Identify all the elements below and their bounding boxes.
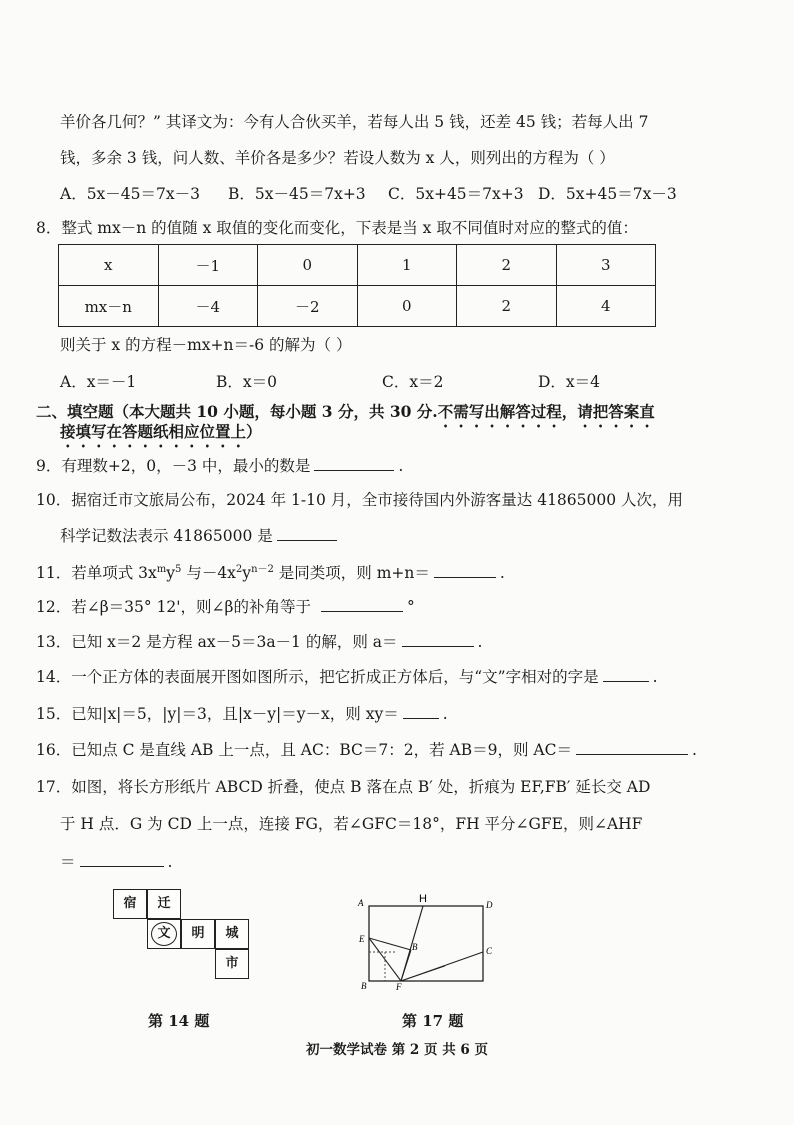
q14-text: 14．一个正方体的表面展开图如图所示，把它折成正方体后，与“文”字相对的字是 xyxy=(36,668,599,686)
rectangle-abcd xyxy=(369,906,483,981)
table-cell: 1 xyxy=(357,245,457,286)
q7-line1: 羊价各几何？” 其译文为：今有人合伙买羊，若每人出 5 钱，还差 45 钱；若每人出 7 xyxy=(60,113,649,131)
label-c: C xyxy=(486,946,493,956)
q13-end: . xyxy=(477,633,483,651)
q11-text-5: 是同类项，则 m+n＝ xyxy=(273,564,430,583)
table-cell: mx－n xyxy=(59,286,159,327)
answer-blank[interactable] xyxy=(402,632,474,647)
segment-extra xyxy=(401,966,445,981)
q12-text: 12．若∠β＝35° 12'，则∠β的补角等于 xyxy=(36,598,312,616)
segment-bf xyxy=(401,950,411,981)
q11-sup-4: n－2 xyxy=(251,564,274,575)
q9-end: . xyxy=(398,457,404,475)
answer-blank[interactable] xyxy=(80,852,164,867)
table-cell: 4 xyxy=(556,286,656,327)
q16 xyxy=(36,738,697,760)
q12-end: ° xyxy=(407,598,415,616)
label-f: F xyxy=(396,982,402,992)
q12 xyxy=(36,595,415,617)
q11-sup-2: 5 xyxy=(175,564,182,575)
label-a: A xyxy=(358,898,364,908)
table-row xyxy=(59,245,656,286)
q10-line1: 10．据宿迁市文旅局公布，2024 年 1-10 月，全市接待国内外游客量达 41865000 人次，用 xyxy=(36,491,684,509)
label-d: D xyxy=(486,900,493,910)
q7-option-b: B．5x－45＝7x+3 xyxy=(228,185,366,203)
figure-17-diagram xyxy=(355,890,505,995)
net-cell-circled: 文 xyxy=(151,922,177,946)
q15-end: . xyxy=(442,705,448,723)
net-cell: 迁 xyxy=(147,889,181,919)
table-row xyxy=(59,286,656,327)
q15-text: 15．已知|x|＝5，|y|＝3，且|x－y|＝y－x，则 xy＝ xyxy=(36,705,399,723)
answer-blank[interactable] xyxy=(603,667,649,682)
table-cell: －4 xyxy=(158,286,258,327)
answer-blank[interactable] xyxy=(576,740,688,755)
q11 xyxy=(36,560,505,583)
q15 xyxy=(36,702,448,724)
q7-option-a: A．5x－45＝7x－3 xyxy=(60,185,200,203)
q9 xyxy=(36,454,403,476)
net-cell: 城 xyxy=(215,919,249,949)
q17-line3-text: ＝ xyxy=(60,853,76,871)
q11-text-3: 与－4x xyxy=(181,564,236,583)
q11-sup-1: m xyxy=(156,564,167,575)
q11-text-2: y xyxy=(166,564,176,583)
q7-option-d: D．5x+45＝7x－3 xyxy=(538,185,677,203)
q10-line2: 科学记数法表示 41865000 是 xyxy=(60,527,273,545)
q14 xyxy=(36,665,658,687)
crease-ef xyxy=(369,938,401,981)
q8-option-a: A．x＝－1 xyxy=(60,373,137,391)
q10-line2-wrap xyxy=(60,524,341,546)
table-cell: －2 xyxy=(258,286,358,327)
q8-stem: 8．整式 mx－n 的值随 x 取值的变化而变化，下表是当 x 取不同值时对应的整式的值： xyxy=(36,219,638,237)
q16-text: 16．已知点 C 是直线 AB 上一点，且 AC：BC＝7：2，若 AB＝9，则 AC＝ xyxy=(36,741,572,759)
answer-blank[interactable] xyxy=(403,704,439,719)
q8-question: 则关于 x 的方程－mx+n＝-6 的解为（ ） xyxy=(60,336,352,354)
label-b-prime: B xyxy=(412,942,418,952)
net-cell: 市 xyxy=(215,949,249,979)
q14-end: . xyxy=(652,668,658,686)
answer-blank[interactable] xyxy=(277,526,337,541)
q11-end: . xyxy=(499,564,505,583)
q8-option-b: B．x＝0 xyxy=(216,373,277,391)
q11-text-4: y xyxy=(242,564,252,583)
label-b: B xyxy=(361,981,367,991)
figure-17-caption: 第 17 题 xyxy=(402,1012,464,1030)
label-h: H xyxy=(419,893,427,905)
q11-text-1: 11．若单项式 3x xyxy=(36,564,157,583)
q13-text: 13．已知 x＝2 是方程 ax－5＝3a－1 的解，则 a＝ xyxy=(36,633,398,651)
section2-heading-part-a: 二、填空题（本大题共 10 小题，每小题 3 分，共 30 分. xyxy=(36,402,438,421)
table-cell: －1 xyxy=(158,245,258,286)
answer-blank[interactable] xyxy=(314,456,394,471)
q13 xyxy=(36,630,482,652)
net-cell: 明 xyxy=(181,919,215,949)
q7-option-c: C．5x+45＝7x+3 xyxy=(388,185,524,203)
table-cell: 2 xyxy=(457,245,557,286)
q8-option-d: D．x＝4 xyxy=(538,373,601,391)
answer-blank[interactable] xyxy=(321,597,403,612)
net-cell xyxy=(147,919,181,949)
label-e: E xyxy=(359,934,365,944)
q7-line2: 钱，多余 3 钱，问人数、羊价各是多少？若设人数为 x 人，则列出的方程为（ ） xyxy=(60,149,615,167)
q11-sup-3: 2 xyxy=(235,564,243,575)
q9-text: 9．有理数+2，0，－3 中，最小的数是 xyxy=(36,457,311,475)
q17-line3 xyxy=(60,850,172,872)
figure-14-caption: 第 14 题 xyxy=(148,1012,210,1030)
table-cell: 0 xyxy=(357,286,457,327)
table-cell: x xyxy=(59,245,159,286)
section2-heading-part-b: 不需写出解答过程，请把答案直 xyxy=(437,402,655,421)
table-cell: 3 xyxy=(556,245,656,286)
q17-line1: 17．如图，将长方形纸片 ABCD 折叠，使点 B 落在点 B′ 处，折痕为 EF,FB′ 延长交 AD xyxy=(36,778,651,796)
net-cell: 宿 xyxy=(113,889,147,919)
segment-eb xyxy=(369,938,411,950)
page-footer: 初一数学试卷 第 2 页 共 6 页 xyxy=(306,1042,488,1058)
table-cell: 0 xyxy=(258,245,358,286)
answer-blank[interactable] xyxy=(434,563,496,578)
q17-end: . xyxy=(167,853,173,871)
q8-option-c: C．x＝2 xyxy=(382,373,444,391)
q8-value-table xyxy=(58,244,656,327)
q16-end: . xyxy=(691,741,697,759)
section2-heading-part-c: 接填写在答题纸相应位置上） xyxy=(60,422,262,441)
q17-line2: 于 H 点．G 为 CD 上一点，连接 FG，若∠GFC＝18°，FH 平分∠GFE，则∠AHF xyxy=(60,815,643,833)
table-cell: 2 xyxy=(457,286,557,327)
